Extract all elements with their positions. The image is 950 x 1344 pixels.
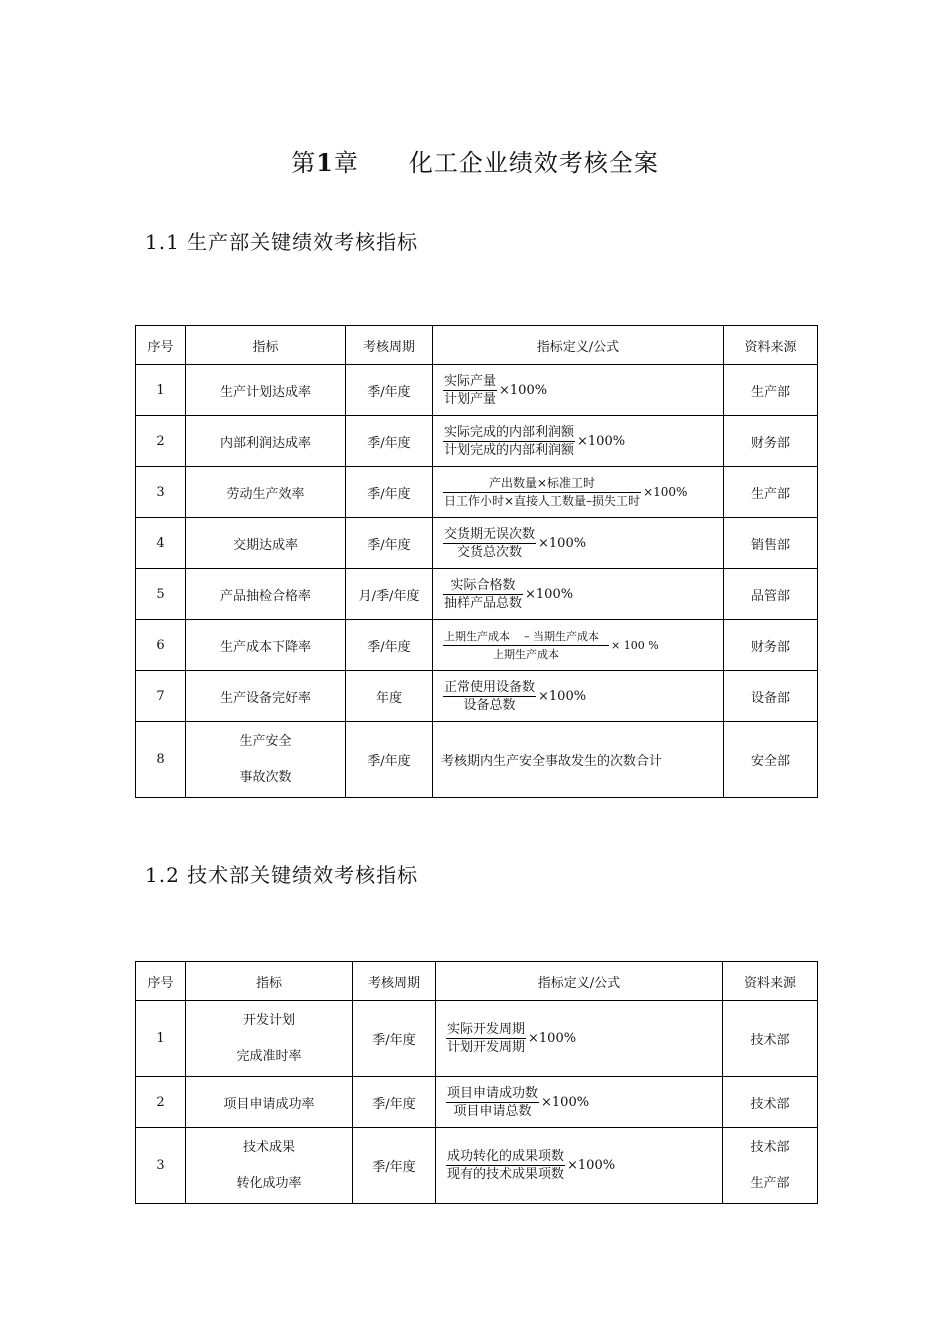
table-header-row xyxy=(136,326,818,365)
formula-fraction xyxy=(443,425,575,458)
table-row xyxy=(136,365,818,416)
header-source: 资料来源 xyxy=(724,326,818,365)
header-no: 序号 xyxy=(136,962,186,1001)
table-row xyxy=(136,722,818,798)
table-row xyxy=(136,569,818,620)
formula-multiplier: ×100% xyxy=(643,485,688,499)
table-header-row xyxy=(136,962,818,1001)
row-source: 技术部 xyxy=(723,1001,818,1077)
header-formula: 指标定义/公式 xyxy=(433,326,724,365)
row-formula xyxy=(433,416,724,467)
row-period: 季/年度 xyxy=(346,365,433,416)
formula-fraction xyxy=(443,578,523,611)
row-period: 季/年度 xyxy=(353,1077,436,1128)
formula-denominator: 计划产量 xyxy=(444,391,497,407)
row-no: 7 xyxy=(136,671,186,722)
row-source-line2: 生产部 xyxy=(750,1175,790,1191)
row-no: 8 xyxy=(136,722,186,798)
formula-numerator: 上期生产成本 – 当期生产成本 xyxy=(443,629,609,646)
table-row xyxy=(136,518,818,569)
row-indicator xyxy=(186,1001,353,1077)
formula-multiplier: × 100 % xyxy=(610,638,659,652)
row-source: 生产部 xyxy=(724,467,818,518)
row-indicator xyxy=(186,722,346,798)
row-no: 1 xyxy=(136,365,186,416)
row-indicator xyxy=(186,1128,353,1204)
row-no: 3 xyxy=(136,467,186,518)
row-period: 季/年度 xyxy=(346,620,433,671)
row-period: 季/年度 xyxy=(353,1001,436,1077)
row-source: 技术部 xyxy=(723,1077,818,1128)
table-row xyxy=(136,671,818,722)
header-indicator: 指标 xyxy=(186,962,353,1001)
formula-fraction xyxy=(446,1086,539,1119)
formula-multiplier: ×100% xyxy=(499,382,548,398)
formula-numerator: 交货期无误次数 xyxy=(444,526,536,542)
chapter-title xyxy=(0,143,950,178)
row-source: 财务部 xyxy=(724,620,818,671)
formula-denominator: 交货总次数 xyxy=(457,544,523,560)
formula-denominator: 设备总数 xyxy=(463,697,516,713)
chapter-suffix: 章 xyxy=(333,149,359,177)
formula-denominator: 抽样产品总数 xyxy=(444,595,523,611)
formula-multiplier: ×100% xyxy=(541,1094,590,1110)
section-title-technology: 1.2 技术部关键绩效考核指标 xyxy=(145,863,419,887)
formula-multiplier: ×100% xyxy=(525,586,574,602)
row-no: 3 xyxy=(136,1128,186,1204)
formula-denominator: 计划开发周期 xyxy=(447,1040,526,1055)
formula-fraction xyxy=(443,374,497,407)
header-no: 序号 xyxy=(136,326,186,365)
row-indicator: 项目申请成功率 xyxy=(186,1077,353,1128)
formula-denominator: 上期生产成本 xyxy=(492,647,559,661)
row-definition: 考核期内生产安全事故发生的次数合计 xyxy=(433,722,724,798)
header-source: 资料来源 xyxy=(723,962,818,1001)
chapter-number: 1 xyxy=(316,148,334,177)
formula-fraction xyxy=(443,527,536,560)
chapter-name: 化工企业绩效考核全案 xyxy=(408,149,659,177)
formula-multiplier: ×100% xyxy=(528,1031,577,1046)
row-indicator: 生产计划达成率 xyxy=(186,365,346,416)
row-formula xyxy=(433,620,724,671)
row-no: 2 xyxy=(136,416,186,467)
chapter-prefix: 第 xyxy=(291,149,317,177)
row-indicator: 生产设备完好率 xyxy=(186,671,346,722)
row-period: 季/年度 xyxy=(346,518,433,569)
production-kpi-table xyxy=(135,325,818,798)
row-indicator: 劳动生产效率 xyxy=(186,467,346,518)
formula-denominator: 现有的技术成果项数 xyxy=(447,1167,565,1182)
row-formula xyxy=(436,1077,723,1128)
row-no: 6 xyxy=(136,620,186,671)
row-period: 季/年度 xyxy=(346,722,433,798)
formula-fraction xyxy=(446,1022,526,1055)
row-indicator-line1: 生产安全 xyxy=(239,733,292,749)
row-source: 设备部 xyxy=(724,671,818,722)
formula-numerator: 实际产量 xyxy=(444,373,497,389)
row-period: 季/年度 xyxy=(346,467,433,518)
row-source: 销售部 xyxy=(724,518,818,569)
row-source: 安全部 xyxy=(724,722,818,798)
row-formula xyxy=(436,1001,723,1077)
row-period: 月/季/年度 xyxy=(346,569,433,620)
row-indicator-line1: 开发计划 xyxy=(242,1012,295,1028)
row-formula xyxy=(433,467,724,518)
row-period: 季/年度 xyxy=(346,416,433,467)
row-indicator: 产品抽检合格率 xyxy=(186,569,346,620)
row-no: 5 xyxy=(136,569,186,620)
section-title-production: 1.1 生产部关键绩效考核指标 xyxy=(145,230,419,254)
table-row xyxy=(136,1077,818,1128)
table-row xyxy=(136,1128,818,1204)
row-indicator: 交期达成率 xyxy=(186,518,346,569)
header-formula: 指标定义/公式 xyxy=(436,962,723,1001)
row-formula xyxy=(436,1128,723,1204)
row-formula xyxy=(433,671,724,722)
formula-fraction xyxy=(443,476,641,509)
formula-numerator: 实际完成的内部利润额 xyxy=(444,424,575,440)
formula-multiplier: ×100% xyxy=(577,433,626,449)
table-row xyxy=(136,620,818,671)
formula-multiplier: ×100% xyxy=(538,535,587,551)
row-no: 2 xyxy=(136,1077,186,1128)
table-row xyxy=(136,1001,818,1077)
row-period: 年度 xyxy=(346,671,433,722)
formula-denominator: 日工作小时×直接人工数量–损失工时 xyxy=(444,493,641,508)
row-source: 财务部 xyxy=(724,416,818,467)
row-indicator: 内部利润达成率 xyxy=(186,416,346,467)
row-no: 4 xyxy=(136,518,186,569)
formula-numerator: 实际合格数 xyxy=(443,578,523,595)
table-row xyxy=(136,467,818,518)
row-indicator-line2: 完成准时率 xyxy=(236,1048,302,1064)
row-indicator-line2: 事故次数 xyxy=(239,769,292,785)
formula-numerator: 正常使用设备数 xyxy=(444,679,536,695)
formula-multiplier: ×100% xyxy=(538,688,587,704)
header-indicator: 指标 xyxy=(186,326,346,365)
row-formula xyxy=(433,365,724,416)
formula-fraction xyxy=(443,629,609,662)
row-period: 季/年度 xyxy=(353,1128,436,1204)
row-indicator: 生产成本下降率 xyxy=(186,620,346,671)
formula-fraction xyxy=(443,680,536,713)
formula-denominator: 项目申请总数 xyxy=(453,1103,532,1119)
row-formula xyxy=(433,569,724,620)
row-indicator-line1: 技术成果 xyxy=(242,1139,295,1155)
table-row xyxy=(136,416,818,467)
row-source xyxy=(723,1128,818,1204)
formula-multiplier: ×100% xyxy=(567,1158,616,1173)
row-source: 生产部 xyxy=(724,365,818,416)
formula-denominator: 计划完成的内部利润额 xyxy=(444,442,575,458)
header-period: 考核周期 xyxy=(353,962,436,1001)
header-period: 考核周期 xyxy=(346,326,433,365)
formula-fraction xyxy=(446,1149,565,1182)
formula-numerator: 成功转化的成果项数 xyxy=(447,1149,565,1164)
technology-kpi-table xyxy=(135,961,818,1204)
row-no: 1 xyxy=(136,1001,186,1077)
formula-numerator: 产出数量×标准工时 xyxy=(443,476,641,493)
formula-numerator: 项目申请成功数 xyxy=(447,1085,539,1101)
row-indicator-line2: 转化成功率 xyxy=(236,1175,302,1191)
row-source: 品管部 xyxy=(724,569,818,620)
row-source-line1: 技术部 xyxy=(750,1139,790,1155)
row-formula xyxy=(433,518,724,569)
formula-numerator: 实际开发周期 xyxy=(447,1022,526,1037)
